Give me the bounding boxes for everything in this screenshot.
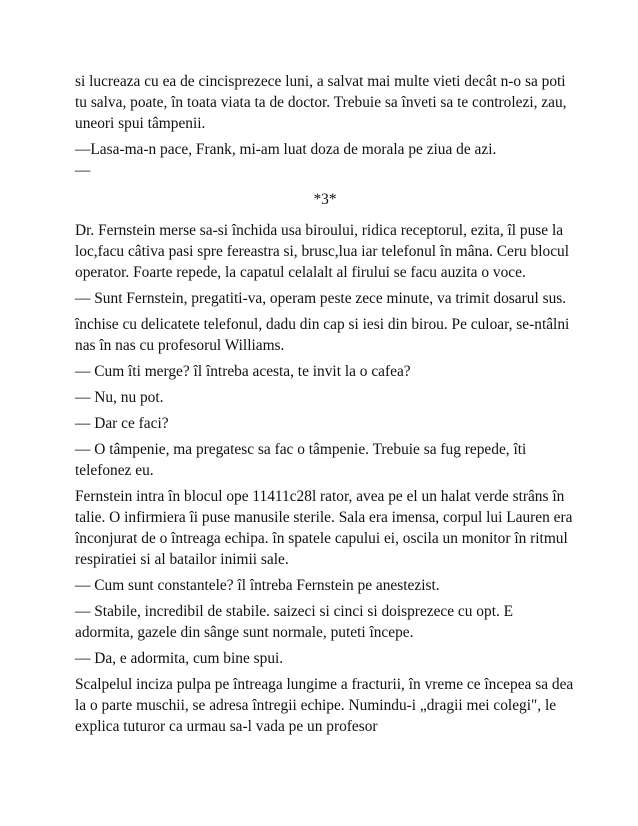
paragraph: închise cu delicatete telefonul, dadu din cap si iesi din birou. Pe culoar, se-ntâlni nas în nas cu profesorul Williams. xyxy=(75,316,570,354)
dialogue-line: —Lasa-ma-n pace, Frank, mi-am luat doza de morala pe ziua de azi. xyxy=(75,141,497,158)
chapter-heading: *3* xyxy=(313,191,337,208)
paragraph: Dr. Fernstein merse sa-si închida usa biroului, ridica receptorul, ezita, îl puse la loc,facu câtiva pasi spre fereastra si, brusc,lua iar telefonul în mâna. Ceru blocul operator. Foarte repede, la capatul celalalt al firului se facu auzita o voce. xyxy=(75,222,570,281)
dialogue-line: — O tâmpenie, ma pregatesc sa fac o tâmpenie. Trebuie sa fug repede, îti telefonez eu. xyxy=(75,441,527,479)
dialogue-line: — Cum îti merge? îl întreba acesta, te invit la o cafea? xyxy=(75,363,411,380)
dialogue-line: — Da, e adormita, cum bine spui. xyxy=(75,650,284,667)
dialogue-dash: — xyxy=(75,162,91,179)
dialogue-line: — Cum sunt constantele? îl întreba Fernstein pe anestezist. xyxy=(75,577,440,594)
dialogue-line: — Sunt Fernstein, pregatiti-va, operam peste zece minute, va trimit dosarul sus. xyxy=(75,290,567,307)
paragraph: Scalpelul inciza pulpa pe întreaga lungime a fracturii, în vreme ce începea sa dea la o parte muschii, se adresa întregii echipe. Numindu-i „dragii mei colegi", le explica tuturor ca urmau sa-l vada pe un profesor xyxy=(75,676,574,735)
dialogue-line: — Nu, nu pot. xyxy=(75,389,164,406)
paragraph: si lucreaza cu ea de cincisprezece luni, a salvat mai multe vieti decât n-o sa poti tu salva, poate, în toata viata ta de doctor. Trebuie sa înveti sa te controlezi, zau, uneori spui tâmpenii. xyxy=(75,73,567,132)
document-body xyxy=(75,71,575,742)
dialogue-line: — Dar ce faci? xyxy=(75,415,169,432)
paragraph: Fernstein intra în blocul ope 11411c28l rator, avea pe el un halat verde strâns în talie. O infirmiera îi puse manusile sterile. Sala era imensa, corpul lui Lauren era înconjurat de o întreaga echipa. în spatele capului ei, oscila un monitor în ritmul respiratiei si al batailor inimii sale. xyxy=(75,488,573,568)
dialogue-line: — Stabile, incredibil de stabile. saizeci si cinci si doisprezece cu opt. E adormita, gazele din sânge sunt normale, puteti începe. xyxy=(75,603,514,641)
